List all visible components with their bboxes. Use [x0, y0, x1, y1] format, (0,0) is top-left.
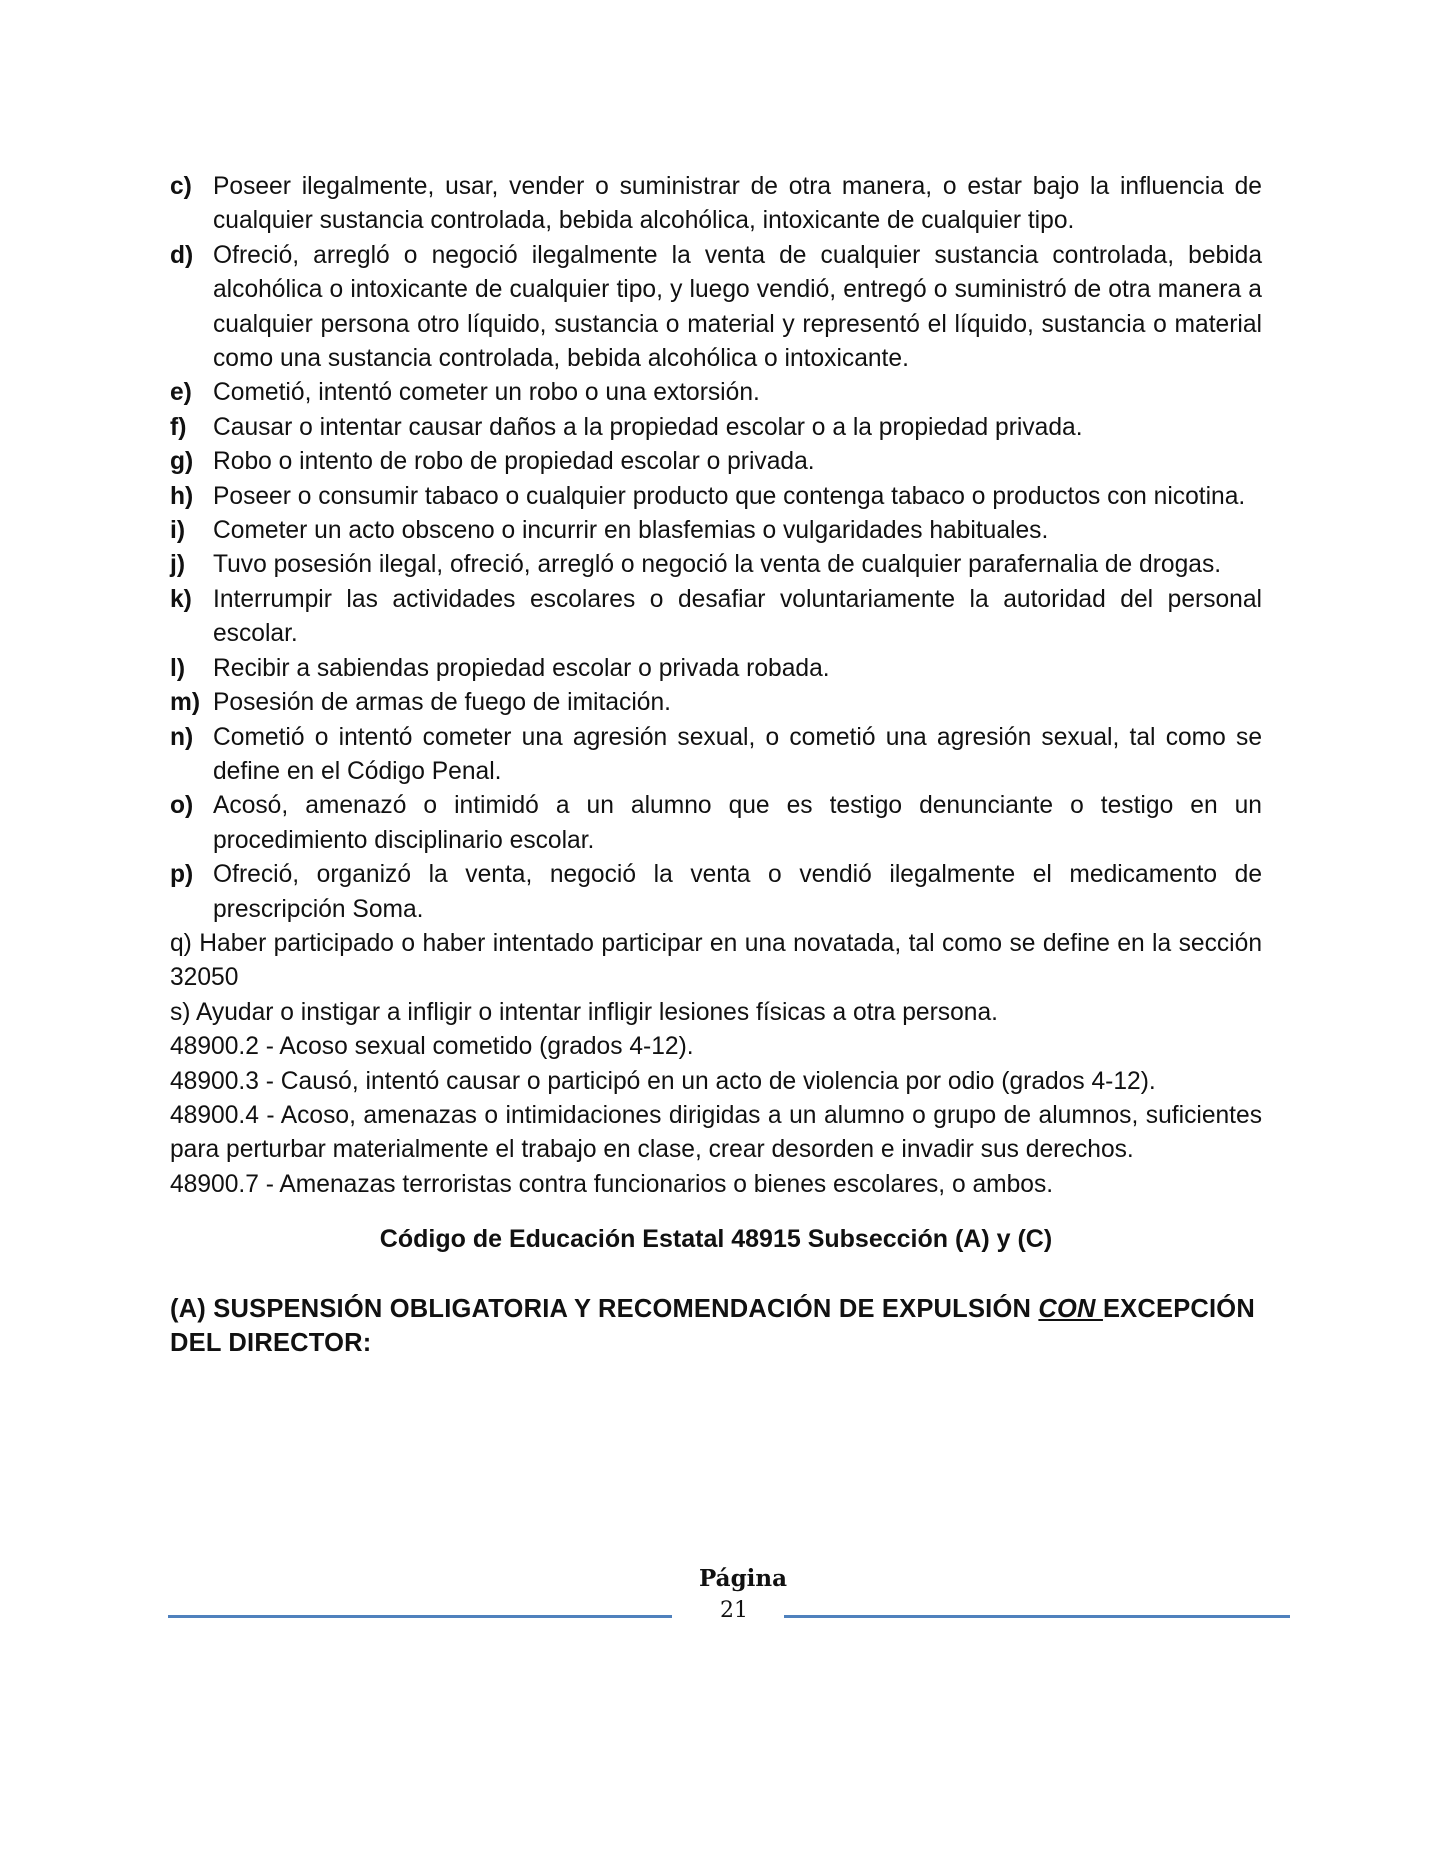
- code-paragraphs: [170, 927, 1262, 1202]
- list-item-letter: g): [170, 448, 194, 476]
- section-heading: Código de Educación Estatal 48915 Subsección (A) y (C): [379, 1225, 1053, 1254]
- footer-page-label: Página: [698, 1565, 788, 1592]
- paragraph: 48900.2 - Acoso sexual cometido (grados 4-12).: [170, 1033, 694, 1061]
- list-item-letter: k): [170, 585, 192, 613]
- list-item: [170, 858, 1262, 927]
- list-item-letter: d): [170, 241, 194, 269]
- list-item-text: Causar o intentar causar daños a la propiedad escolar o a la propiedad privada.: [213, 413, 1083, 441]
- list-item-text: Ofreció, arregló o negoció ilegalmente la venta de cualquier sustancia controlada, bebida alcohólica o intoxicante de cualquier tipo, y luego vendió, entregó o suministró de otra manera a cualquier persona otro líquido, sustancia o material y representó el líquido, sustancia o material como una sustancia controlada, bebida alcohólica o intoxicante.: [213, 241, 1262, 373]
- list-item-text: Poseer o consumir tabaco o cualquier producto que contenga tabaco o productos con nicotina.: [213, 482, 1246, 510]
- list-item: [170, 170, 1262, 239]
- list-item: [170, 548, 1262, 582]
- list-item-letter: m): [170, 689, 201, 717]
- list-item-text: Posesión de armas de fuego de imitación.: [213, 689, 671, 717]
- page-content: [170, 170, 1262, 1360]
- list-item: [170, 480, 1262, 514]
- paragraph: q) Haber participado o haber intentado participar en una novatada, tal como se define en la sección 32050: [170, 929, 1262, 992]
- list-item-letter: f): [170, 413, 187, 441]
- list-item-text: Poseer ilegalmente, usar, vender o suministrar de otra manera, o estar bajo la influencia de cualquier sustancia controlada, bebida alcohólica, intoxicante de cualquier tipo.: [213, 173, 1262, 235]
- list-item: [170, 376, 1262, 410]
- list-item-text: Recibir a sabiendas propiedad escolar o privada robada.: [213, 654, 830, 682]
- list-item-letter: i): [170, 517, 186, 545]
- list-item: [170, 239, 1262, 377]
- list-item-text: Interrumpir las actividades escolares o desafiar voluntariamente la autoridad del personal escolar.: [213, 585, 1262, 648]
- subheading-underlined: CON: [1038, 1295, 1103, 1324]
- offense-list: [170, 170, 1262, 927]
- page-footer: [168, 1562, 1290, 1632]
- list-item-text: Robo o intento de robo de propiedad escolar o privada.: [213, 448, 815, 476]
- list-item-letter: p): [170, 861, 194, 889]
- paragraph: 48900.4 - Acoso, amenazas o intimidaciones dirigidas a un alumno o grupo de alumnos, suficientes para perturbar materialmente el trabajo en clase, crear desorden e invadir sus derechos.: [170, 1101, 1262, 1164]
- subsection-a-heading: [170, 1292, 1262, 1360]
- list-item: [170, 652, 1262, 686]
- list-item-text: Cometer un acto obsceno o incurrir en blasfemias o vulgaridades habituales.: [213, 517, 1049, 545]
- list-item: [170, 583, 1262, 652]
- list-item-letter: o): [170, 792, 194, 820]
- list-item: [170, 686, 1262, 720]
- list-item-letter: c): [170, 173, 192, 200]
- paragraph: 48900.7 - Amenazas terroristas contra funcionarios o bienes escolares, o ambos.: [170, 1170, 1054, 1198]
- list-item: [170, 789, 1262, 858]
- list-item-letter: n): [170, 723, 194, 751]
- list-item: [170, 721, 1262, 790]
- paragraph: 48900.3 - Causó, intentó causar o participó en un acto de violencia por odio (grados 4-12).: [170, 1067, 1156, 1095]
- footer-rule-right: [784, 1615, 1290, 1618]
- list-item-text: Ofreció, organizó la venta, negoció la venta o vendió ilegalmente el medicamento de prescripción Soma.: [213, 861, 1262, 923]
- list-item-letter: e): [170, 379, 192, 407]
- footer-rule-left: [168, 1615, 672, 1618]
- page-number: 21: [720, 1598, 748, 1623]
- subheading-part2: EXCEPCIÓN DEL DIRECTOR:: [170, 1295, 1255, 1358]
- list-item-text: Cometió o intentó cometer una agresión sexual, o cometió una agresión sexual, tal como se define en el Código Penal.: [213, 723, 1262, 785]
- list-item-text: Tuvo posesión ilegal, ofreció, arregló o negoció la venta de cualquier parafernalia de drogas.: [213, 551, 1222, 579]
- list-item-letter: j): [170, 551, 186, 579]
- list-item-letter: h): [170, 482, 194, 510]
- subheading-part1: (A) SUSPENSIÓN OBLIGATORIA Y RECOMENDACIÓN DE EXPULSIÓN: [170, 1295, 1039, 1324]
- list-item: [170, 445, 1262, 479]
- list-item: [170, 411, 1262, 445]
- list-item-text: Acosó, amenazó o intimidó a un alumno que es testigo denunciante o testigo en un procedimiento disciplinario escolar.: [213, 792, 1262, 854]
- list-item: [170, 514, 1262, 548]
- paragraph: s) Ayudar o instigar a infligir o intentar infligir lesiones físicas a otra persona.: [170, 998, 998, 1026]
- list-item-letter: l): [170, 654, 186, 682]
- list-item-text: Cometió, intentó cometer un robo o una extorsión.: [213, 379, 760, 407]
